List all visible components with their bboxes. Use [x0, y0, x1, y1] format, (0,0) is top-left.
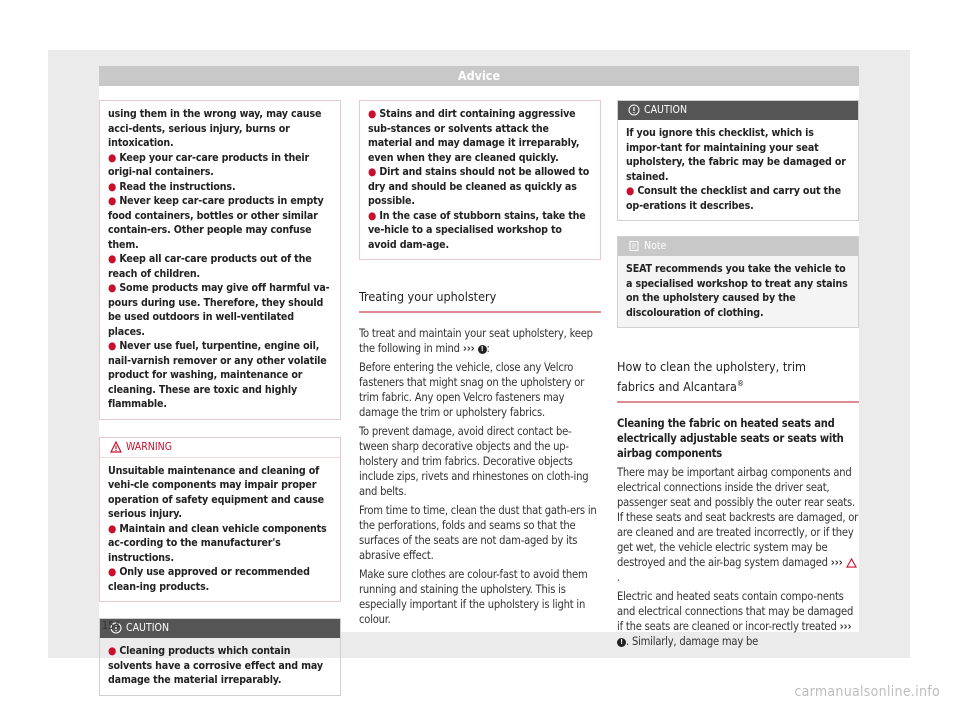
box-item: ● Keep your car-care products in their origi-nal containers.	[108, 151, 310, 178]
cleaning-paragraph-1: There may be important airbag components and electrical connections inside the driver seat, passenger seat and possibly the outer rear seats. If these seats and seat backrests are damaged, or are cleaned and are treated incorrectly, or if they get wet, the vehicle electric system may be destroyed and the air-bag system damaged ››› .	[617, 466, 859, 585]
caution-box-2	[617, 100, 859, 221]
box-item: ● Read the instructions.	[108, 180, 236, 193]
bullet-icon: ●	[368, 108, 380, 120]
stains-box	[359, 100, 601, 260]
heading-rule	[359, 311, 601, 313]
section-treating	[359, 288, 601, 313]
box-item: ● Dirt and stains should not be allowed to dry and should be cleaned as quickly as possible.	[368, 166, 590, 207]
box-item: ● Maintain and clean vehicle components ac-cording to the manufacturer's instructions.	[108, 522, 327, 564]
warning-label: WARNING	[126, 440, 173, 453]
caution-bar-1	[100, 619, 340, 638]
box-item: ● Keep all car-care products out of the reach of children.	[108, 253, 312, 280]
treating-paragraph-2: Before entering the vehicle, close any Velcro fasteners that might snag on the upholstery or trim fabric. Any open Velcro fasteners may damage the trim or upholstery fabrics.	[359, 361, 585, 419]
warning-bar	[100, 438, 340, 458]
box-item: ● Never use fuel, turpentine, engine oil, nail-varnish remover or any other volatile product for washing, maintenance or cleaning. These are toxic and highly flammable.	[108, 340, 327, 410]
caution-box-1	[99, 618, 341, 696]
caution-body-2	[618, 120, 858, 220]
caution-body-1	[100, 638, 340, 695]
bullet-icon: ●	[108, 253, 120, 265]
caution-label-2: CAUTION	[644, 104, 688, 116]
page-header: Advice	[99, 66, 859, 86]
caution-bar-2	[618, 101, 858, 120]
cleaning-text	[617, 416, 859, 649]
note-text: SEAT recommends you take the vehicle to a specialised workshop to treat any stains on the upholstery caused by the discolouration of clothing.	[626, 263, 848, 319]
treating-paragraph-5: Make sure clothes are colour-fast to avoid them running and staining the upholstery. This is especially important if the upholstery is light in colour.	[359, 568, 588, 626]
heading-rule	[617, 401, 859, 403]
box-item: If you ignore this checklist, which is impor-tant for maintaining your seat upholstery, the fabric may be damaged or stained.	[626, 127, 846, 183]
section-cleaning	[617, 358, 859, 403]
stains-box-body	[360, 101, 600, 259]
box-item: ● Only use approved or recommended clean-ing products.	[108, 566, 310, 593]
bullet-icon: ●	[108, 566, 120, 578]
caution-exclamation-icon	[628, 104, 640, 116]
reference-arrow-icon: ›››	[462, 342, 475, 355]
treating-paragraph-3: To prevent damage, avoid direct contact be-tween sharp decorative objects and the up-holstery and trim fabrics. Decorative objects include zips, rivets and rhinestones on cloth-ing and belts.	[359, 425, 589, 498]
bullet-icon: ●	[108, 282, 120, 294]
reference-arrow-icon: ›››	[839, 620, 852, 634]
warning-triangle-icon	[846, 558, 857, 568]
treating-paragraph-4: From time to time, clean the dust that gath-ers in the perforations, folds and seams so that the surfaces of the seats are not dam-aged by its abrasive effect.	[359, 504, 597, 562]
bullet-icon: ●	[108, 151, 120, 164]
treating-text	[359, 326, 601, 627]
note-icon	[628, 240, 640, 252]
bullet-icon: ●	[108, 195, 120, 207]
bullet-icon: ●	[108, 180, 120, 193]
page-number: 154	[102, 620, 121, 632]
treating-paragraph-1: To treat and maintain your seat upholstery, keep the following in mind ››› ! :	[359, 327, 593, 355]
box-item: Unsuitable maintenance and cleaning of vehi-cle components may impair proper operation of safety equipment and cause serious injury.	[108, 464, 324, 520]
column-2	[359, 100, 601, 631]
warning-triangle-icon	[110, 441, 122, 453]
box-item: ● Cleaning products which contain solvents have a corrosive effect and may damage the material irreparably.	[108, 645, 323, 686]
warning-continuation-box	[99, 100, 341, 420]
section-heading-treating: Treating your upholstery	[359, 289, 497, 304]
cleaning-subheading: Cleaning the fabric on heated seats and electrically adjustable seats or seats with airbag components	[617, 417, 844, 461]
bullet-icon: ●	[368, 166, 380, 178]
warning-body	[100, 458, 340, 602]
bullet-icon: ●	[626, 185, 638, 197]
info-dot-icon: !	[617, 638, 626, 647]
box-item: ● Never keep car-care products in empty food containers, bottles or other similar contain-ers. Other people may confuse them.	[108, 195, 324, 251]
bullet-icon: ●	[108, 340, 120, 352]
box-item: using them in the wrong way, may cause acci-dents, serious injury, burns or intoxication.	[108, 108, 322, 149]
note-label: Note	[644, 240, 667, 252]
watermark: carmanualsonline.info	[794, 684, 940, 700]
caution-label-1: CAUTION	[126, 622, 170, 634]
box-item: ● Some products may give off harmful va-pours during use. Therefore, they should be used outdoors in well-ventilated places.	[108, 282, 330, 338]
box-item: ● Stains and dirt containing aggressive sub-stances or solvents attack the material and may damage it irreparably, even when they are cleaned quickly.	[368, 108, 580, 164]
box-item: ● Consult the checklist and carry out the op-erations it describes.	[626, 185, 841, 212]
note-body	[618, 256, 858, 327]
bullet-icon: ●	[368, 209, 380, 222]
warning-continuation-body	[100, 101, 340, 419]
cleaning-paragraph-2: Electric and heated seats contain compo-nents and electrical connections that may be damaged if the seats are cleaned or incor-rectly treated ››› ! . Similarly, damage may be	[617, 590, 854, 649]
column-3	[617, 100, 859, 653]
column-1	[99, 100, 341, 696]
bullet-icon: ●	[108, 522, 120, 535]
note-box	[617, 236, 859, 328]
warning-box	[99, 437, 341, 603]
reference-arrow-icon: ›››	[830, 556, 843, 570]
box-item: ● In the case of stubborn stains, take the ve-hicle to a specialised workshop to avoid dam-age.	[368, 209, 586, 251]
section-heading-cleaning: How to clean the upholstery, trim fabrics and Alcantara®	[617, 359, 806, 395]
bullet-icon: ●	[108, 645, 120, 657]
info-dot-icon: !	[478, 345, 487, 354]
note-bar	[618, 237, 858, 256]
